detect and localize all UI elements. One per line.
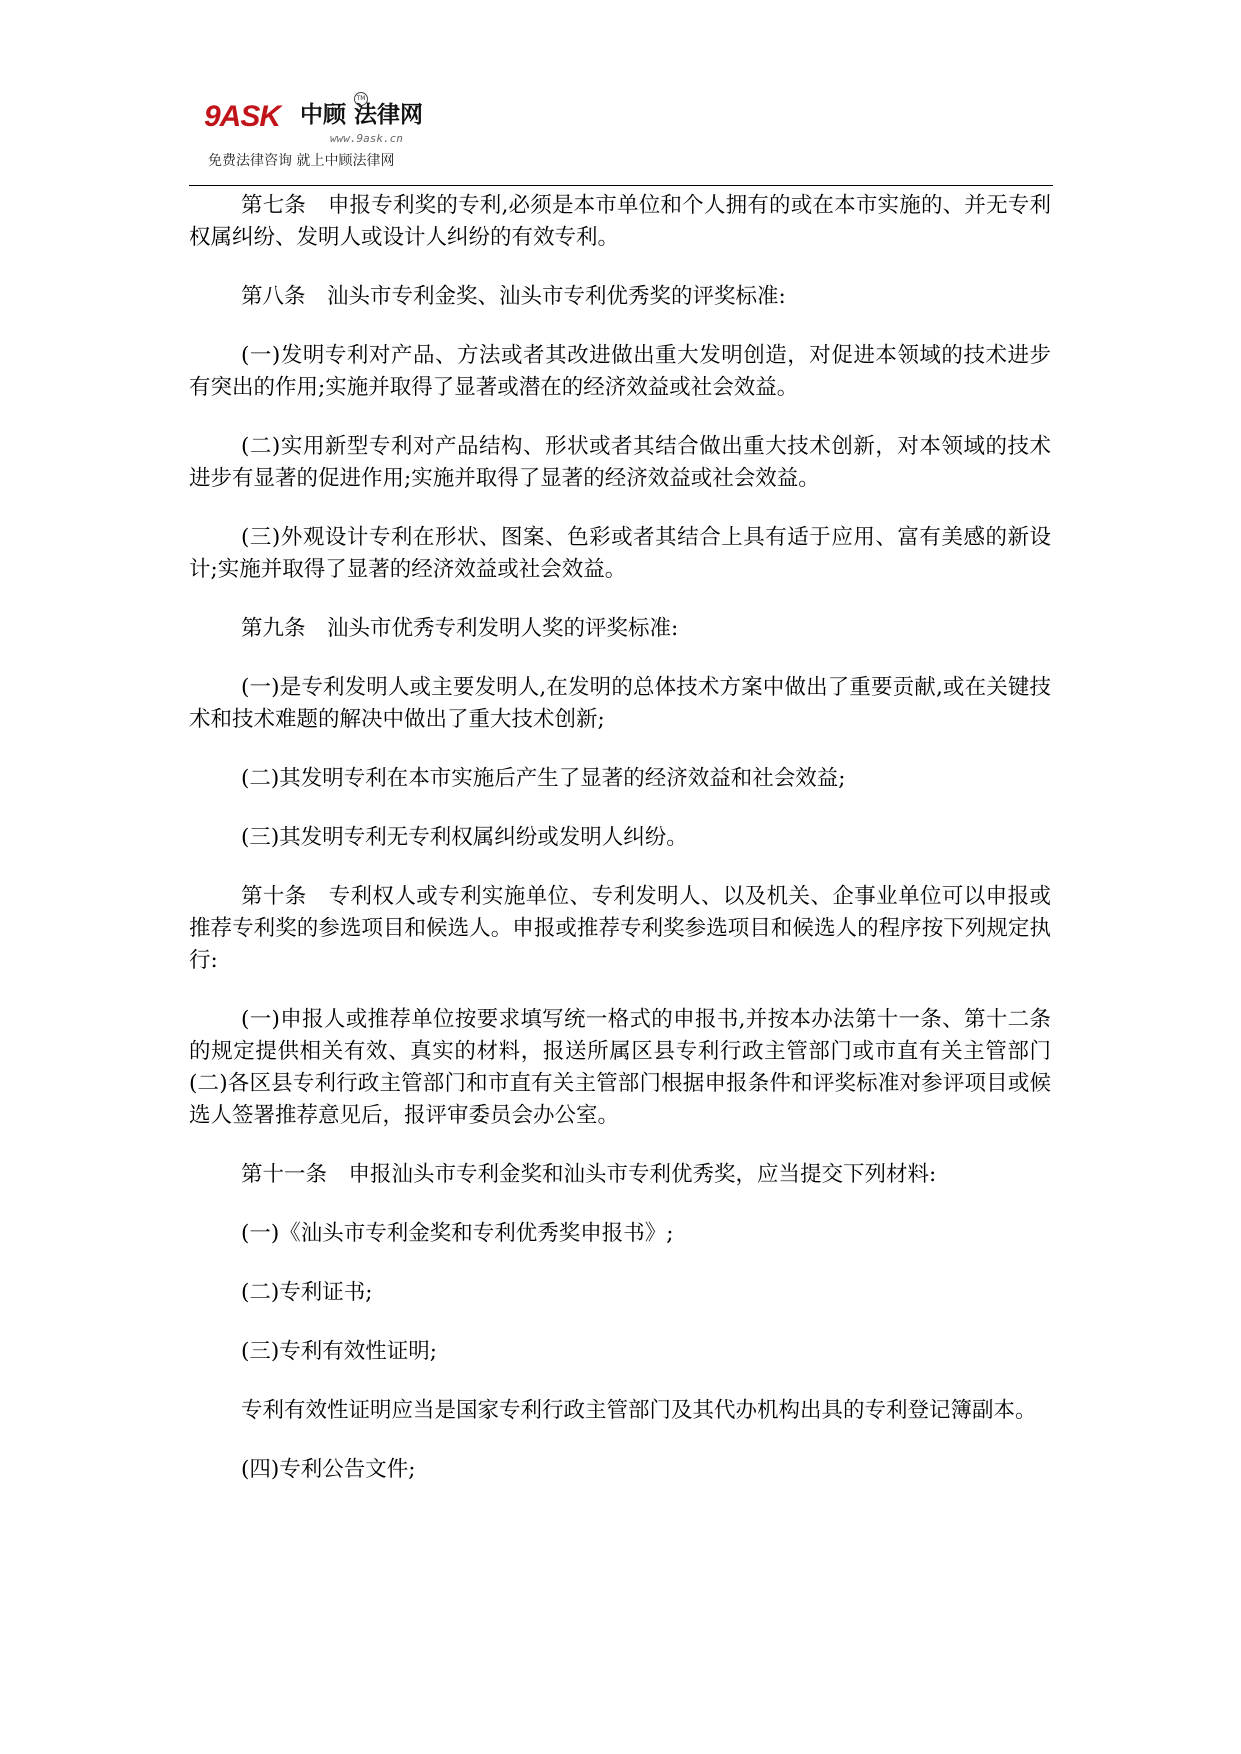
header-divider bbox=[189, 185, 1053, 186]
paragraph: (三)外观设计专利在形状、图案、色彩或者其结合上具有适于应用、富有美感的新设计;实施并取得了显著的经济效益或社会效益。 bbox=[189, 525, 1051, 582]
paragraph: 第十条 专利权人或专利实施单位、专利发明人、以及机关、企事业单位可以申报或推荐专利奖的参选项目和候选人。申报或推荐专利奖参选项目和候选人的程序按下列规定执行: bbox=[189, 884, 1051, 973]
paragraph: (二)专利证书; bbox=[241, 1280, 373, 1305]
site-logo-name: 中顾 法律网 bbox=[300, 102, 424, 128]
paragraph: 第八条 汕头市专利金奖、汕头市专利优秀奖的评奖标准: bbox=[241, 284, 786, 309]
site-header bbox=[204, 92, 424, 180]
paragraph: (二)实用新型专利对产品结构、形状或者其结合做出重大技术创新，对本领域的技术进步有显著的促进作用;实施并取得了显著的经济效益或社会效益。 bbox=[189, 434, 1051, 491]
paragraph: (一)《汕头市专利金奖和专利优秀奖申报书》; bbox=[241, 1221, 674, 1246]
paragraph: (三)其发明专利无专利权属纠纷或发明人纠纷。 bbox=[241, 825, 688, 850]
paragraph: (一)申报人或推荐单位按要求填写统一格式的申报书,并按本办法第十一条、第十二条的规定提供相关有效、真实的材料，报送所属区县专利行政主管部门或市直有关主管部门(二)各区县专利行政主管部门和市直有关主管部门根据申报条件和评奖标准对参评项目或候选人签署推荐意见后，报评审委员会办公室。 bbox=[189, 1007, 1051, 1128]
paragraph: 第九条 汕头市优秀专利发明人奖的评奖标准: bbox=[241, 616, 679, 641]
paragraph: (三)专利有效性证明; bbox=[241, 1339, 438, 1364]
site-logo-mark: 9ASK bbox=[204, 100, 281, 133]
document-body bbox=[189, 190, 1051, 1513]
site-url: www.9ask.cn bbox=[330, 132, 403, 145]
paragraph: (四)专利公告文件; bbox=[241, 1457, 416, 1482]
paragraph: 专利有效性证明应当是国家专利行政主管部门及其代办机构出具的专利登记簿副本。 bbox=[241, 1398, 1037, 1423]
paragraph: (一)发明专利对产品、方法或者其改进做出重大发明创造，对促进本领域的技术进步有突出的作用;实施并取得了显著或潜在的经济效益或社会效益。 bbox=[189, 343, 1051, 400]
paragraph: (二)其发明专利在本市实施后产生了显著的经济效益和社会效益; bbox=[241, 766, 846, 791]
trademark-icon: TM bbox=[354, 92, 368, 106]
paragraph: 第十一条 申报汕头市专利金奖和汕头市专利优秀奖，应当提交下列材料: bbox=[241, 1162, 937, 1187]
paragraph: (一)是专利发明人或主要发明人,在发明的总体技术方案中做出了重要贡献,或在关键技术和技术难题的解决中做出了重大技术创新; bbox=[189, 675, 1051, 732]
paragraph: 第七条 申报专利奖的专利,必须是本市单位和个人拥有的或在本市实施的、并无专利权属纠纷、发明人或设计人纠纷的有效专利。 bbox=[189, 193, 1051, 250]
site-slogan: 免费法律咨询 就上中顾法律网 bbox=[208, 153, 395, 169]
